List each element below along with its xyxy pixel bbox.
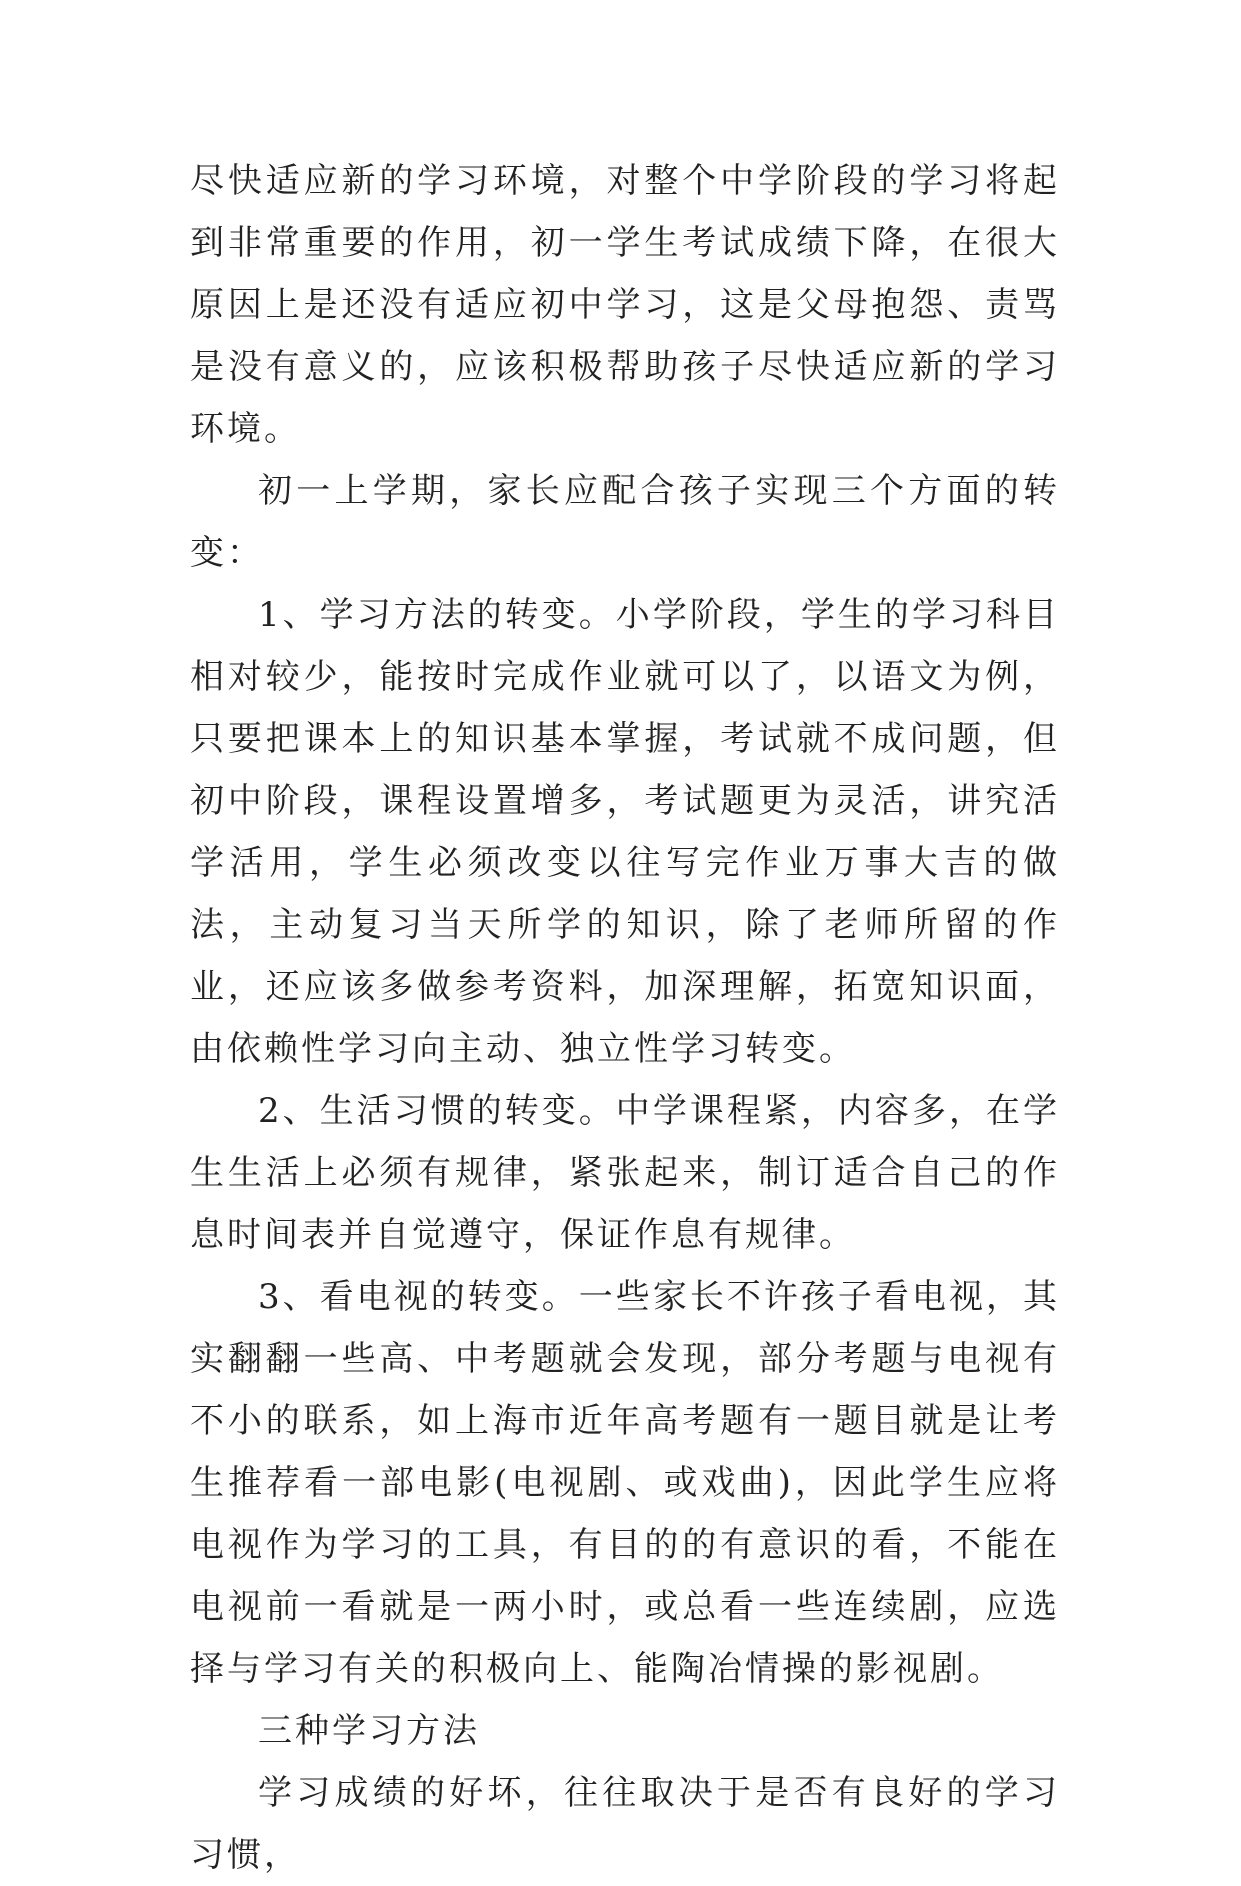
paragraph-tv-change: 3、看电视的转变。一些家长不许孩子看电视，其实翻翻一些高、中考题就会发现，部分考题与电视有不小的联系，如上海市近年高考题有一题目就是让考生推荐看一部电影(电视剧、或戏曲)，因此学生应将电视作为学习的工具，有目的的有意识的看，不能在电视前一看就是一两小时，或总看一些连续剧，应选择与学习有关的积极向上、能陶冶情操的影视剧。 xyxy=(190,1277,1060,1689)
paragraph-life-habit-change: 2、生活习惯的转变。中学课程紧，内容多，在学生生活上必须有规律，紧张起来，制订适合自己的作息时间表并自觉遵守，保证作息有规律。 xyxy=(190,1091,1060,1255)
paragraph-study-method-change: 1、学习方法的转变。小学阶段，学生的学习科目相对较少，能按时完成作业就可以了，以语文为例，只要把课本上的知识基本掌握，考试就不成问题，但初中阶段，课程设置增多，考试题更为灵活，讲究活学活用，学生必须改变以往写完作业万事大吉的做法，主动复习当天所学的知识，除了老师所留的作业，还应该多做参考资料，加深理解，拓宽知识面，由依赖性学习向主动、独立性学习转变。 xyxy=(190,595,1060,1069)
paragraph-three-changes: 初一上学期，家长应配合孩子实现三个方面的转变： xyxy=(190,471,1060,573)
document-body xyxy=(190,150,1060,1886)
paragraph-intro: 尽快适应新的学习环境，对整个中学阶段的学习将起到非常重要的作用，初一学生考试成绩下降，在很大原因上是还没有适应初中学习，这是父母抱怨、责骂是没有意义的，应该积极帮助孩子尽快适应新的学习环境。 xyxy=(190,161,1060,449)
paragraph-study-habits: 学习成绩的好坏，往往取决于是否有良好的学习习惯， xyxy=(190,1773,1060,1875)
section-heading-three-methods: 三种学习方法 xyxy=(258,1711,480,1751)
